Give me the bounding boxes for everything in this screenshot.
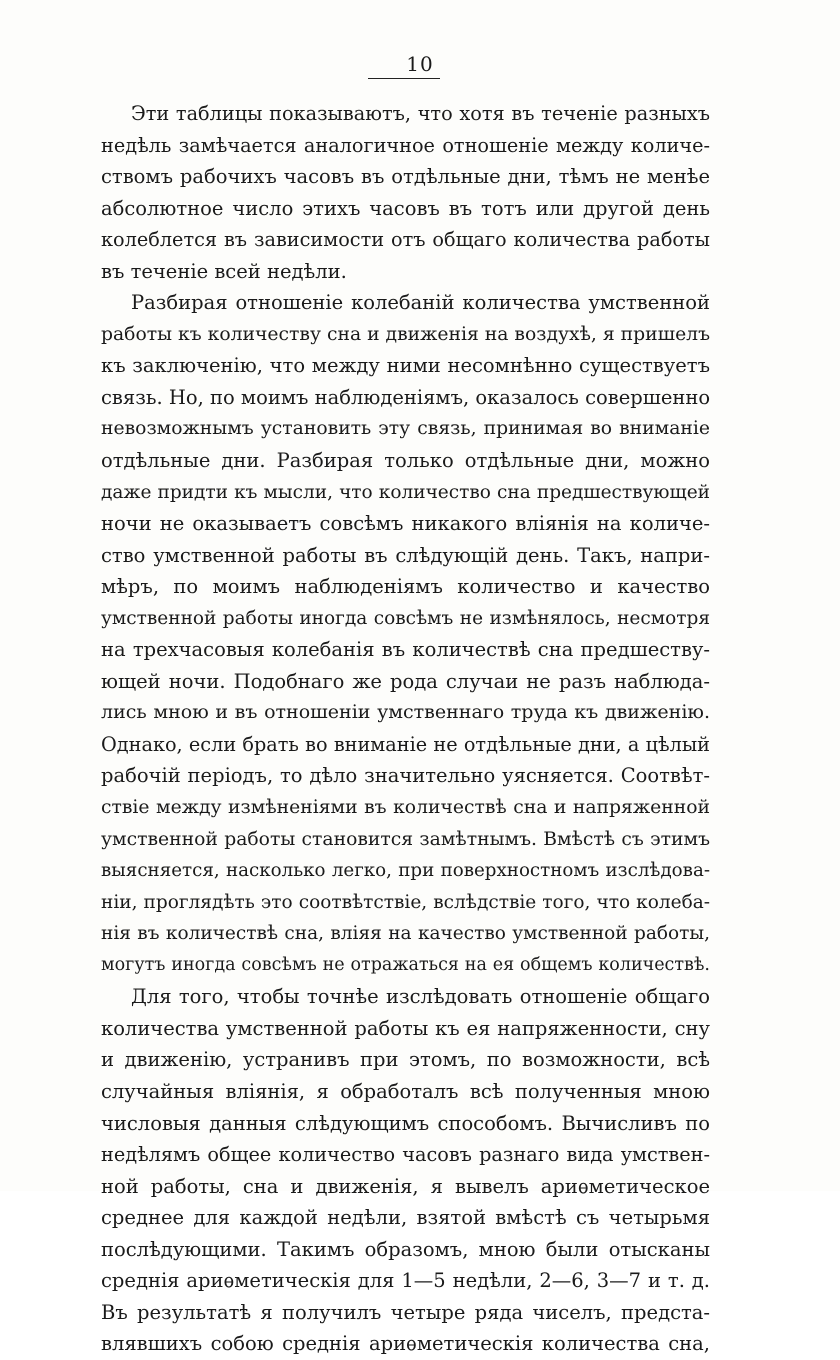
text-line: случайныя вліянія, я обработалъ всѣ полученныя мною xyxy=(101,1079,710,1103)
text-line: на трехчасовыя колебанія въ количествѣ сна предшеству- xyxy=(101,638,710,662)
text-line: ночи не оказываетъ совсѣмъ никакого вліянія на количе- xyxy=(101,512,710,536)
text-line: ство умственной работы въ слѣдующій день. Такъ, напри- xyxy=(101,543,710,567)
text-line: Однако, если брать во вниманіе не отдѣльные дни, а цѣлый xyxy=(101,732,710,756)
text-line: даже придти къ мысли, что количество сна предшествующей xyxy=(101,481,710,503)
text-line: работы къ количеству сна и движенія на воздухѣ, я пришелъ xyxy=(101,323,710,345)
text-line: къ заключенію, что между ними несомнѣнно существуетъ xyxy=(101,354,710,378)
text-line: ствомъ рабочихъ часовъ въ отдѣльные дни, тѣмъ не менѣе xyxy=(101,165,710,189)
text-line: абсолютное число этихъ часовъ въ тотъ или другой день xyxy=(101,196,710,220)
paragraph-3 xyxy=(101,981,710,1360)
text-line: Для того, чтобы точнѣе изслѣдовать отношеніе общаго xyxy=(131,985,710,1009)
text-line: недѣлямъ общее количество часовъ разнаго вида умствен- xyxy=(101,1143,710,1167)
text-line: ющей ночи. Подобнаго же рода случаи не разъ наблюда- xyxy=(101,669,710,693)
text-line: въ теченіе всей недѣли. xyxy=(101,259,347,283)
text-line: умственной работы становится замѣтнымъ. Вмѣстѣ съ этимъ xyxy=(101,828,710,850)
text-line: рабочій періодъ, то дѣло значительно уясняется. Соотвѣт- xyxy=(101,764,710,788)
text-line: невозможнымъ установить эту связь, принимая во вниманіе xyxy=(101,418,710,440)
paragraph-2 xyxy=(101,287,710,981)
text-line: послѣдующими. Такимъ образомъ, мною были отысканы xyxy=(101,1237,710,1261)
text-line: Эти таблицы показываютъ, что хотя въ теченіе разныхъ xyxy=(131,102,710,125)
text-line: мѣръ, по моимъ наблюденіямъ количество и качество xyxy=(101,575,710,599)
text-line: лись мною и въ отношеніи умственнаго труда къ движенію. xyxy=(101,701,710,724)
text-line: могутъ иногда совсѣмъ не отражаться на ея общемъ количествѣ. xyxy=(101,954,710,975)
text-line: Разбирая отношеніе колебаній количества умственной xyxy=(131,291,710,315)
text-line: ной работы, сна и движенія, я вывелъ ариѳметическое xyxy=(101,1174,710,1198)
text-line: и движенію, устранивъ при этомъ, по возможности, всѣ xyxy=(101,1048,710,1072)
text-line: отдѣльные дни. Разбирая только отдѣльные дни, можно xyxy=(101,449,710,473)
header-rule xyxy=(368,78,440,79)
text-line: колеблется въ зависимости отъ общаго количества работы xyxy=(101,228,710,252)
text-line: числовыя данныя слѣдующимъ способомъ. Вычисливъ по xyxy=(101,1111,710,1135)
text-line: недѣль замѣчается аналогичное отношеніе между количе- xyxy=(101,133,710,157)
paragraph-1 xyxy=(101,98,710,287)
text-line: влявшихъ собою среднія ариѳметическія количества сна, xyxy=(101,1332,710,1356)
text-line: среднія ариѳметическія для 1—5 недѣли, 2—6, 3—7 и т. д. xyxy=(101,1269,710,1293)
page-number: 10 xyxy=(406,52,434,76)
body-text xyxy=(101,98,710,1360)
text-line: умственной работы иногда совсѣмъ не измѣнялось, несмотря xyxy=(101,607,710,629)
text-line: связь. Но, по моимъ наблюденіямъ, оказалось совершенно xyxy=(101,385,710,409)
text-line: нія въ количествѣ сна, вліяя на качество умственной работы, xyxy=(101,923,710,945)
text-line: ствіе между измѣненіями въ количествѣ сна и напряженной xyxy=(101,797,710,819)
text-line: выясняется, насколько легко, при поверхностномъ изслѣдова- xyxy=(101,860,710,882)
text-line: Въ результатѣ я получилъ четыре ряда чиселъ, предста- xyxy=(101,1300,710,1324)
text-line: количества умственной работы къ ея напряженности, сну xyxy=(101,1016,710,1040)
text-line: ніи, проглядѣть это соотвѣтствіе, вслѣдствіе того, что колеба- xyxy=(101,891,710,913)
text-line: среднее для каждой недѣли, взятой вмѣстѣ съ четырьмя xyxy=(101,1206,710,1230)
